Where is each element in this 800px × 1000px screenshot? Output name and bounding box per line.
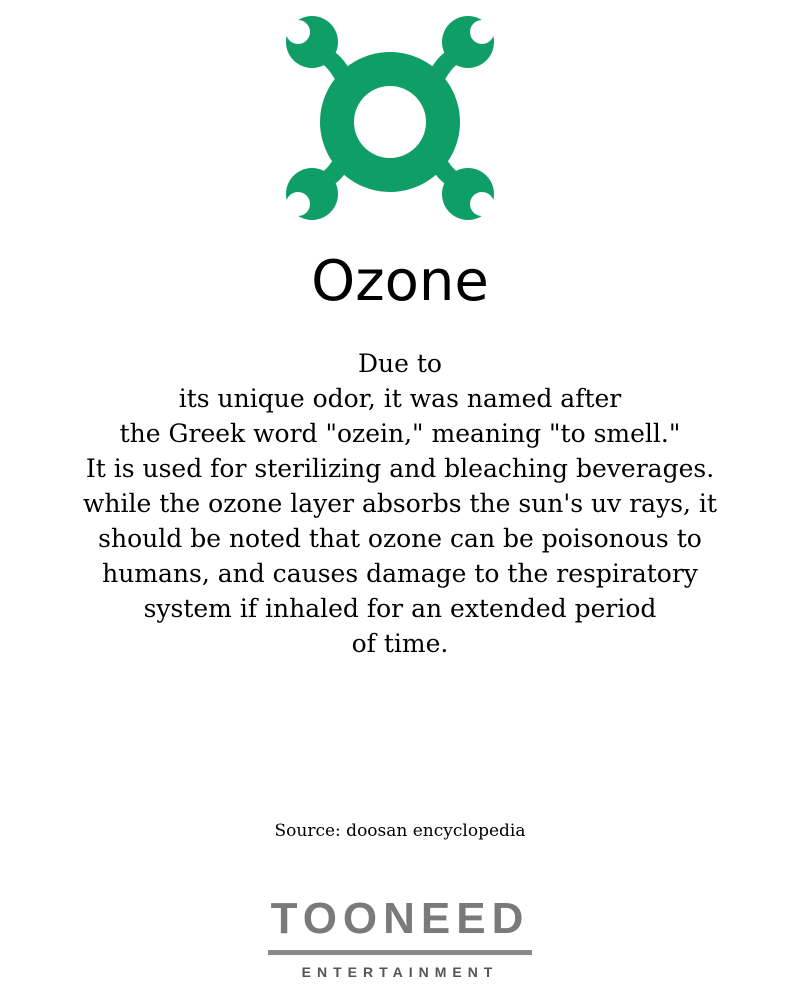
page-title: Ozone — [311, 249, 489, 314]
logo-top-text: TOONEED — [270, 894, 530, 943]
description-line: system if inhaled for an extended period — [143, 594, 657, 623]
description-line: should be noted that ozone can be poisonous to — [98, 524, 702, 553]
logo-bottom-text: ENTERTAINMENT — [301, 964, 499, 980]
description-line: while the ozone layer absorbs the sun's uv rays, it — [83, 489, 717, 518]
logo-divider — [268, 950, 532, 955]
description-line: humans, and causes damage to the respiratory — [102, 559, 698, 588]
tooneed-logo — [256, 896, 544, 986]
description-line: its unique odor, it was named after — [178, 384, 622, 413]
description-text — [40, 346, 760, 661]
ozone-symbol-icon — [276, 8, 504, 228]
description-line: the Greek word "ozein," meaning "to smell." — [119, 419, 681, 448]
description-line: of time. — [351, 629, 449, 658]
description-line: Due to — [358, 349, 442, 378]
source-citation: Source: doosan encyclopedia — [274, 821, 526, 841]
description-line: It is used for sterilizing and bleaching beverages. — [85, 454, 715, 483]
